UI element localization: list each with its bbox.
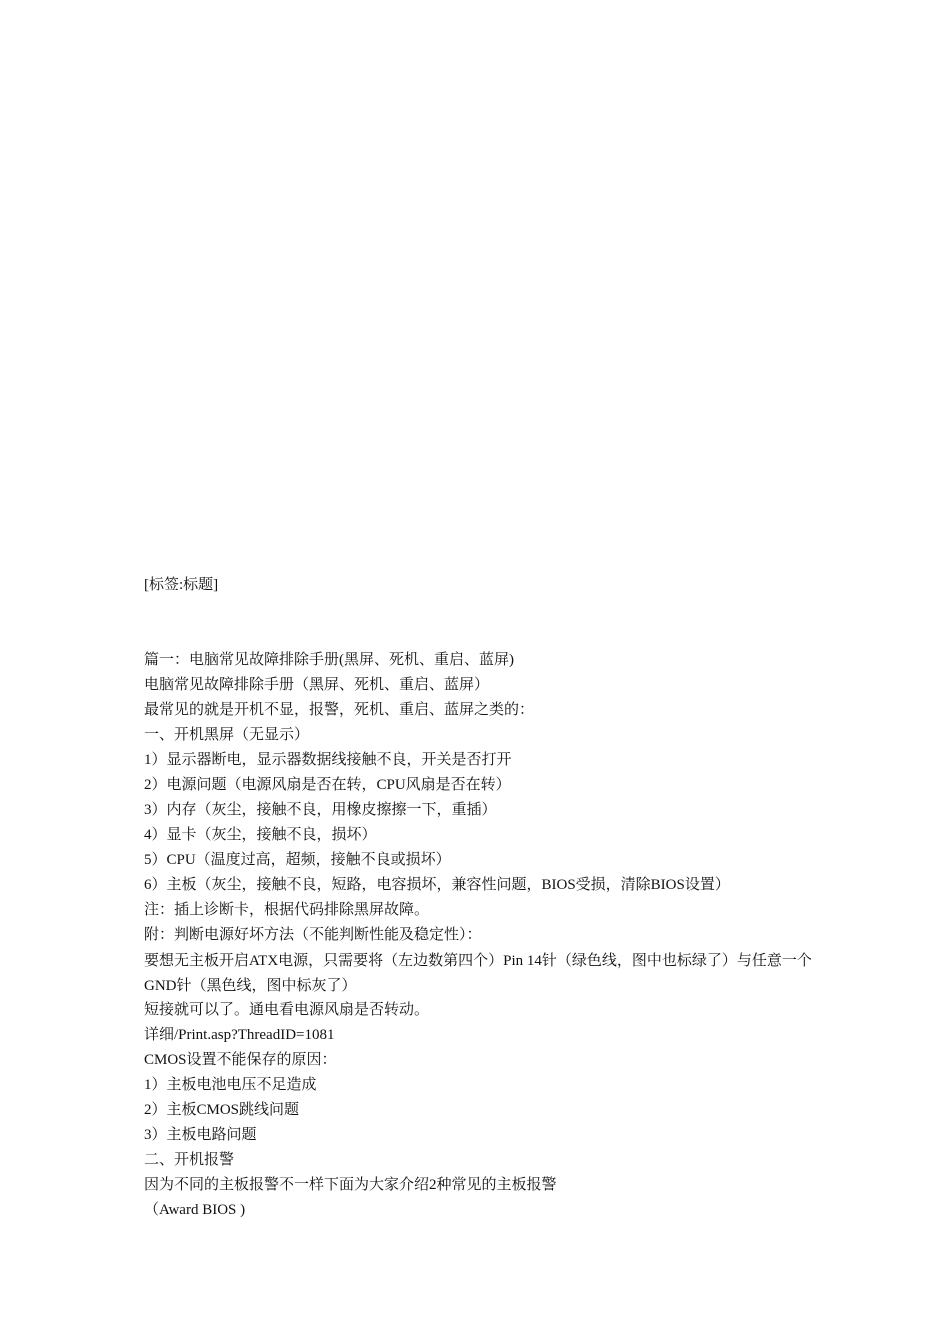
list-item: 5）CPU（温度过高，超频，接触不良或损坏） (144, 852, 451, 868)
list-item: 3）内存（灰尘，接触不良，用橡皮擦擦一下，重插） (144, 802, 497, 818)
document-body (144, 649, 814, 1224)
note-line: 注：插上诊断卡，根据代码排除黑屏故障。 (144, 902, 430, 918)
paragraph-wrapped: 要想无主板开启ATX电源，只需要将（左边数第四个）Pin 14针（绿色线，图中也标绿了）与任意一个GND针（黑色线，图中标灰了） (144, 953, 812, 994)
section-heading: 二、开机报警 (144, 1152, 235, 1168)
detail-link-text: 详细/Print.asp?ThreadID=1081 (144, 1027, 335, 1043)
list-item: 1）主板电池电压不足造成 (144, 1077, 317, 1093)
article-heading: 篇一：电脑常见故障排除手册(黑屏、死机、重启、蓝屏) (144, 652, 514, 668)
text-line: 最常见的就是开机不显，报警，死机、重启、蓝屏之类的： (144, 702, 535, 718)
list-item: 3）主板电路问题 (144, 1127, 257, 1143)
text-line: CMOS设置不能保存的原因： (144, 1052, 337, 1068)
list-item: 2）主板CMOS跳线问题 (144, 1102, 300, 1118)
list-item: 2）电源问题（电源风扇是否在转，CPU风扇是否在转） (144, 777, 511, 793)
tag-label: [标签:标题] (144, 577, 219, 593)
text-line: 短接就可以了。通电看电源风扇是否转动。 (144, 1002, 430, 1018)
text-line: （Award BIOS ) (144, 1202, 246, 1218)
list-item: 1）显示器断电，显示器数据线接触不良，开关是否打开 (144, 752, 512, 768)
appendix-line: 附：判断电源好坏方法（不能判断性能及稳定性）： (144, 927, 482, 943)
text-line: 电脑常见故障排除手册（黑屏、死机、重启、蓝屏） (144, 677, 490, 693)
text-line: 因为不同的主板报警不一样下面为大家介绍2种常见的主板报警 (144, 1177, 557, 1193)
list-item: 6）主板（灰尘，接触不良，短路，电容损坏，兼容性问题，BIOS受损，清除BIOS设置） (144, 877, 730, 893)
section-heading: 一、开机黑屏（无显示） (144, 727, 310, 743)
list-item: 4）显卡（灰尘，接触不良，损坏） (144, 827, 377, 843)
